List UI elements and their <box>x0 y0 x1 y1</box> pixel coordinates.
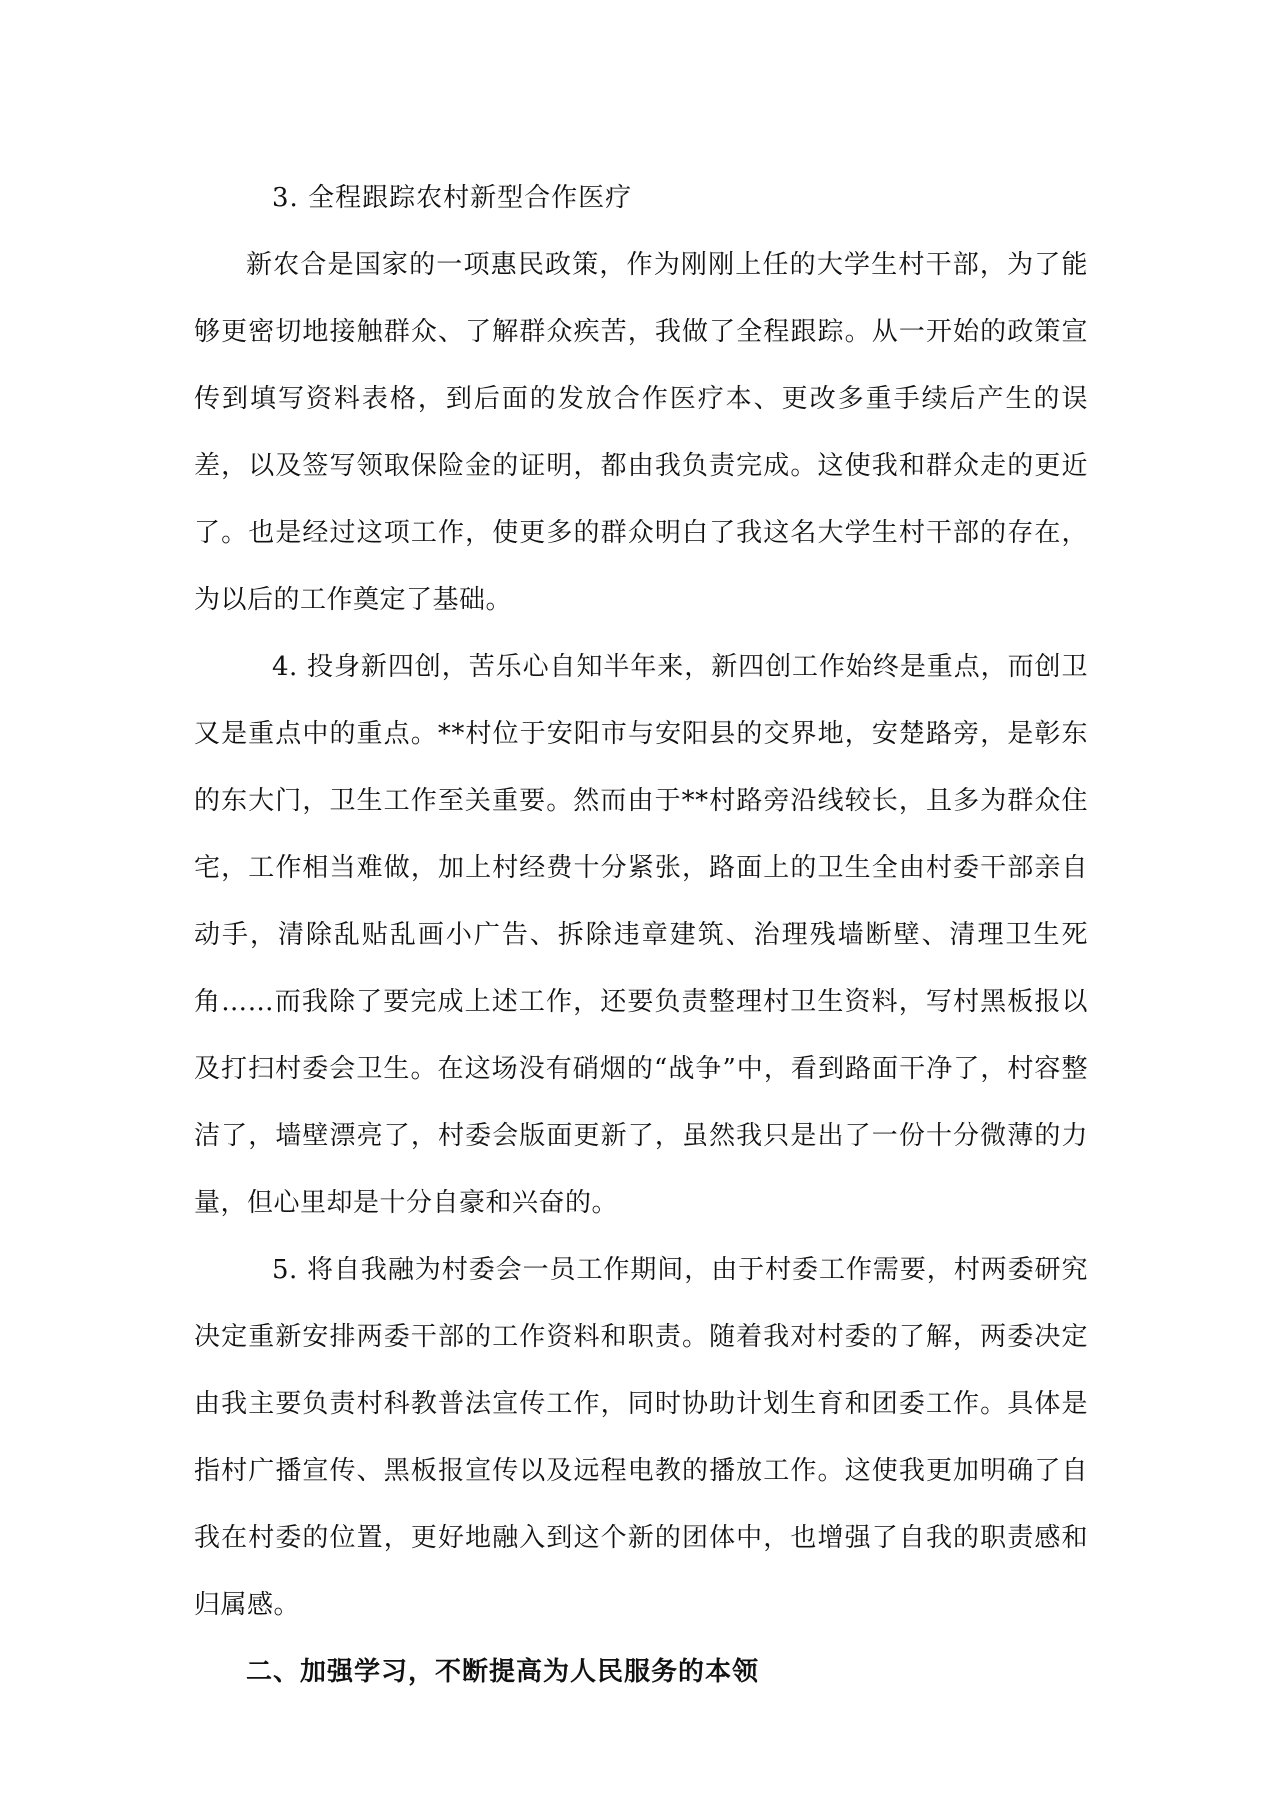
item-5-paragraph: 5. 将自我融为村委会一员工作期间，由于村委工作需要，村两委研究决定重新安排两委干部的工作资料和职责。随着我对村委的了解，两委决定由我主要负责村科教普法宣传工作，同时协助计划生育和团委工作。具体是指村广播宣传、黑板报宣传以及远程电教的播放工作。这使我更加明确了自我在村委的位置，更好地融入到这个新的团体中，也增强了自我的职责感和归属感。 <box>194 1255 1088 1620</box>
item-3-paragraph: 新农合是国家的一项惠民政策，作为刚刚上任的大学生村干部，为了能够更密切地接触群众、了解群众疾苦，我做了全程跟踪。从一开始的政策宣传到填写资料表格，到后面的发放合作医疗本、更改多重手续后产生的误差，以及签写领取保险金的证明，都由我负责完成。这使我和群众走的更近了。也是经过这项工作，使更多的群众明白了我这名大学生村干部的存在，为以后的工作奠定了基础。 <box>194 250 1088 615</box>
document-body <box>194 165 1088 1706</box>
item-3-heading: 3. 全程跟踪农村新型合作医疗 <box>272 183 633 213</box>
section-2-title: 二、加强学习，不断提高为人民服务的本领 <box>246 1657 760 1687</box>
item-4-paragraph: 4. 投身新四创，苦乐心自知半年来，新四创工作始终是重点，而创卫又是重点中的重点。**村位于安阳市与安阳县的交界地，安楚路旁，是彰东的东大门，卫生工作至关重要。然而由于**村路旁沿线较长，且多为群众住宅，工作相当难做，加上村经费十分紧张，路面上的卫生全由村委干部亲自动手，清除乱贴乱画小广告、拆除违章建筑、治理残墙断壁、清理卫生死角……而我除了要完成上述工作，还要负责整理村卫生资料，写村黑板报以及打扫村委会卫生。在这场没有硝烟的“战争”中，看到路面干净了，村容整洁了，墙壁漂亮了，村委会版面更新了，虽然我只是出了一份十分微薄的力量，但心里却是十分自豪和兴奋的。 <box>194 652 1088 1218</box>
